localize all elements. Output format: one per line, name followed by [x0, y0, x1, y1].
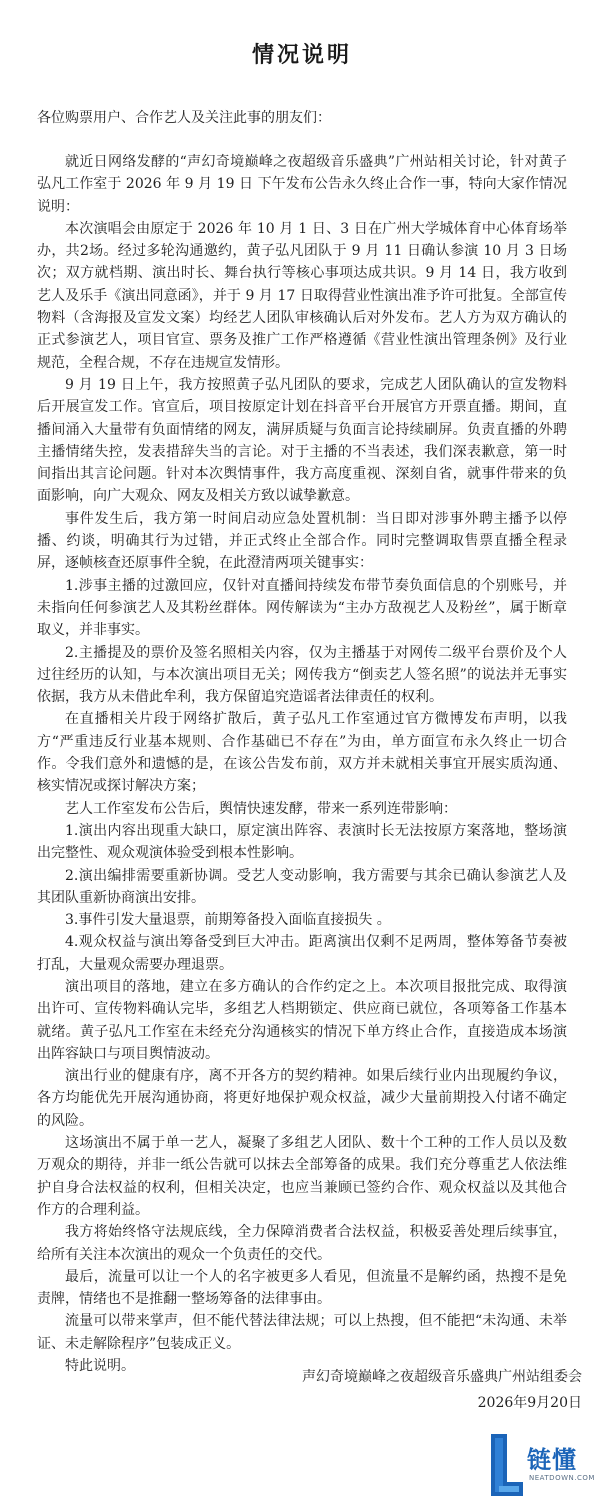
- l-logo-icon: [485, 1432, 525, 1498]
- paragraph-impact-2: 2.演出编排需要重新协调。受艺人变动影响，我方需要与其余已确认参演艺人及其团队重新协商演出安排。: [37, 867, 567, 906]
- paragraph-impact-1: 1.演出内容出现重大缺口，原定演出阵容、表演时长无法按原方案落地，整场演出完整性、观众观演体验受到根本性影响。: [37, 822, 567, 862]
- paragraph-project-status: 演出项目的落地，建立在多方确认的合作约定之上。本次项目报批完成、取得演出许可、宣传物料确认完毕，多组艺人档期锁定、供应商已就位，各项筹备工作基本就绪。黄子弘凡工作室在未经充分沟通核实的情况下单方终止合作，直接造成本场演出阵容缺口与项目舆情波动。: [37, 978, 567, 1062]
- paragraph-collective-effort: 这场演出不属于单一艺人，凝聚了多组艺人团队、数十个工种的工作人员以及数万观众的期待，并非一纸公告就可以抹去全部筹备的成果。我们充分尊重艺人依法维护自身合法权益的权利，但相关决定，也应当兼顾已签约合作、观众权益以及其他合作方的合理利益。: [37, 1135, 567, 1218]
- paragraph-closing: 特此说明。: [65, 1358, 135, 1375]
- watermark-logo: [485, 1432, 597, 1498]
- signature-block: [302, 1364, 582, 1416]
- paragraph-livestream-incident: 9 月 19 日上午，我方按照黄子弘凡团队的要求，完成艺人团队确认的宣发物料后开展宣发工作。官宣后，项目按原定计划在抖音平台开展官方开票直播。期间，直播间涌入大量带有负面情绪的网友，满屏质疑与负面言论持续刷屏。负责直播的外聘主播情绪失控，发表措辞失当的言论。对于主播的不当表述，我们深表歉意，第一时间指出其言论问题。针对本次舆情事件，我方高度重视、深刻自省，就事件带来的负面影响，向广大观众、网友及相关方致以诚挚歉意。: [37, 376, 567, 505]
- watermark-brand: 链懂: [527, 1446, 577, 1474]
- paragraph-intro: 就近日网络发酵的“声幻奇境巅峰之夜超级音乐盛典”广州站相关讨论，针对黄子弘凡工作室于 2026 年 9 月 19 日 下午发布公告永久终止合作一事，特向大家作情况说明：: [37, 154, 567, 215]
- paragraph-impact-intro: 艺人工作室发布公告后，舆情快速发酵，带来一系列连带影响：: [65, 800, 457, 817]
- paragraph-fact-2: 2.主播提及的票价及签名照相关内容，仅为主播基于对网传二级平台票价及个人过往经历的认知，与本次演出项目无关；网传我方“倒卖艺人签名照”的说法并无事实依据，我方从未借此牟利，我方保留追究造谣者法律责任的权利。: [37, 644, 567, 706]
- statement-document: [37, 38, 567, 1377]
- paragraph-impact-4: 4.观众权益与演出筹备受到巨大冲击。距离演出仅剩不足两周，整体筹备节奏被打乱，大量观众需要办理退票。: [37, 934, 567, 973]
- organizer-name: 声幻奇境巅峰之夜超级音乐盛典广州站组委会: [302, 1369, 582, 1385]
- paragraph-fact-1: 1.涉事主播的过激回应，仅针对直播间持续发布带节奏负面信息的个别账号，并未指向任何参演艺人及其粉丝群体。网传解读为“主办方敌视艺人及粉丝”，属于断章取义，并非事实。: [37, 577, 567, 639]
- paragraph-traffic-2: 流量可以带来掌声，但不能代替法律法规；可以上热搜，但不能把“未沟通、未举证、未走解除程序”包装成正义。: [37, 1313, 567, 1352]
- paragraph-impact-3: 3.事件引发大量退票，前期筹备投入面临直接损失 。: [65, 912, 391, 929]
- watermark-domain: NEATDOWN.COM: [529, 1474, 595, 1482]
- signature-date: 2026年9月20日: [477, 1395, 582, 1411]
- paragraph-background: 本次演唱会由原定于 2026 年 10 月 1 日、3 日在广州大学城体育中心体育场举办，共2场。经过多轮沟通邀约，黄子弘凡团队于 9 月 11 日确认参演 10 月 3 日场次；双方就档期、演出时长、舞台执行等核心事项达成共识。9 月 14 日，我方收到艺人及乐手《演出同意函》，并于 9 月 17 日取得营业性演出准予许可批复。全部宣传物料（含海报及宣发文案）均经艺人团队审核确认后对外发布。艺人方为双方确认的正式参演艺人，项目官宣、票务及推广工作严格遵循《营业性演出管理条例》及行业规范，全程合规，不存在违规宣发情形。: [37, 220, 567, 371]
- paragraph-termination: 在直播相关片段于网络扩散后，黄子弘凡工作室通过官方微博发布声明，以我方“严重违反行业基本规则、合作基础已不存在”为由，单方面宣布永久终止一切合作。令我们意外和遗憾的是，在该公告发布前，双方并未就相关事宜开展实质沟通、核实情况或探讨解决方案；: [37, 711, 567, 795]
- paragraph-contract-spirit: 演出行业的健康有序，离不开各方的契约精神。如果后续行业内出现履约争议，各方均能优先开展沟通协商，将更好地保护观众权益，减少大量前期投入付诸不确定的风险。: [37, 1068, 567, 1129]
- paragraph-response: 事件发生后，我方第一时间启动应急处置机制：当日即对涉事外聘主播予以停播、约谈，明确其行为过错，并正式终止全部合作。同时完整调取售票直播全程录屏，逐帧核查还原事件全貌，在此澄清两项关键事实：: [37, 510, 567, 572]
- paragraph-commitment: 我方将始终恪守法规底线，全力保障消费者合法权益，积极妥善处理后续事宜，给所有关注本次演出的观众一个负责任的交代。: [37, 1224, 567, 1263]
- document-title: 情况说明: [251, 42, 352, 68]
- paragraph-traffic-1: 最后，流量可以让一个人的名字被更多人看见，但流量不是解约函，热搜不是免责牌，情绪也不是推翻一整场筹备的法律事由。: [37, 1268, 567, 1308]
- salutation: 各位购票用户、合作艺人及关注此事的朋友们：: [37, 110, 331, 126]
